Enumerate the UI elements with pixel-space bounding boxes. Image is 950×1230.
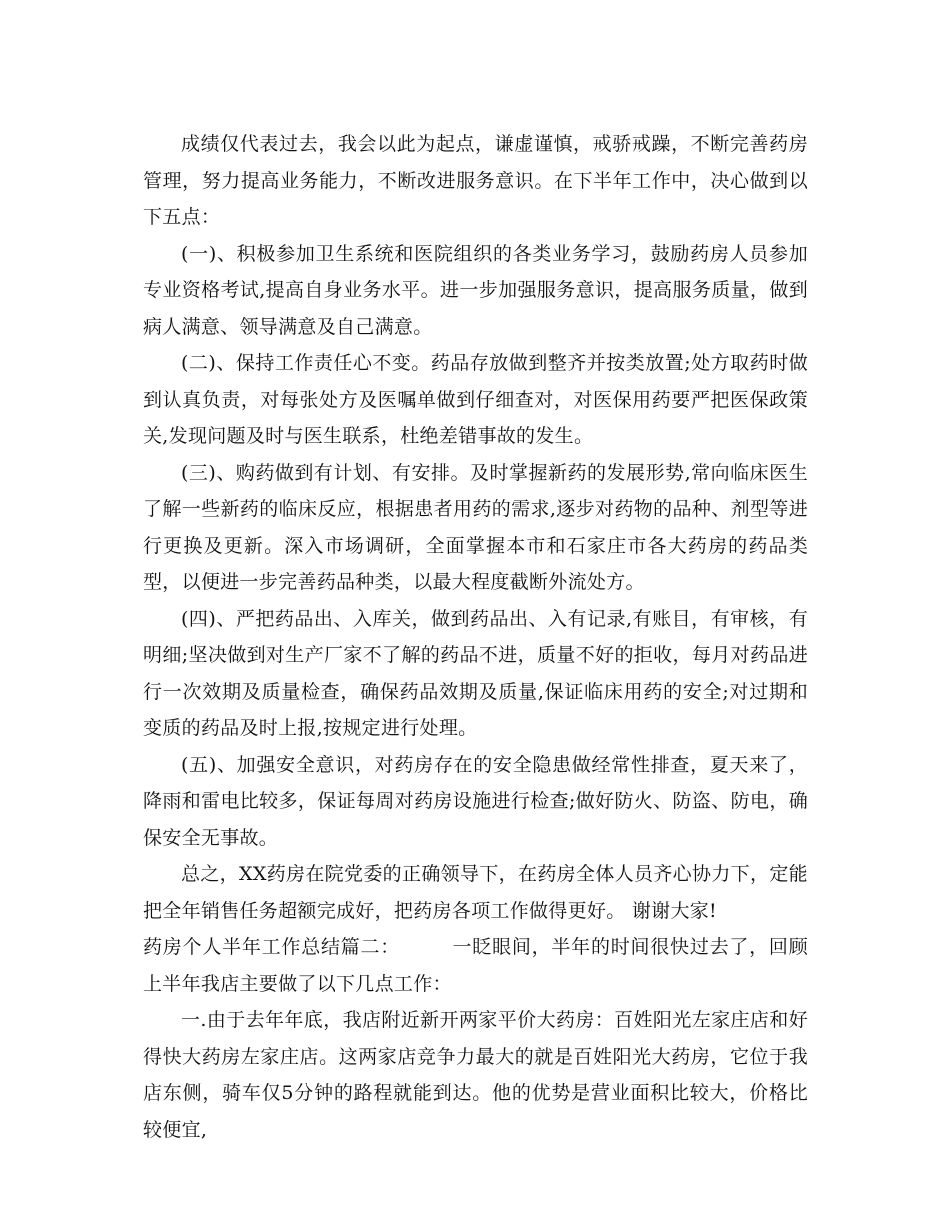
paragraph-point-3: (三)、购药做到有计划、有安排。及时掌握新药的发展形势,常向临床医生了解一些新药的临床反应，根据患者用药的需求,逐步对药物的品种、剂型等进行更换及更新。深入市场调研，全面掌握本市和石家庄市各大药房的药品类型，以便进一步完善药品种类，以最大程度截断外流处方。 (143, 461, 808, 593)
paragraph-conclusion: 总之，XX药房在院党委的正确领导下，在药房全体人员齐心协力下，定能把全年销售任务超额完成好，把药房各项工作做得更好。 谢谢大家! (143, 863, 808, 922)
paragraph-point-2: (二)、保持工作责任心不变。药品存放做到整齐并按类放置;处方取药时做到认真负责，对每张处方及医嘱单做到仔细查对，对医保用药要严把医保政策关,发现问题及时与医生联系，杜绝差错事故的发生。 (143, 352, 808, 447)
section-intro: 一眨眼间，半年的时间很快过去了，回顾上半年我店主要做了以下几点工作： (143, 936, 808, 995)
paragraph-point-5: (五)、加强安全意识，对药房存在的安全隐患做经常性排查，夏天来了，降雨和雷电比较多，保证每周对药房设施进行检查;做好防火、防盗、防电，确保安全无事故。 (143, 753, 808, 849)
document-body (143, 126, 808, 1148)
paragraph-point-1: (一)、积极参加卫生系统和医院组织的各类业务学习，鼓励药房人员参加专业资格考试,提高自身业务水平。进一步加强服务意识，提高服务质量，做到病人满意、领导满意及自己满意。 (143, 242, 808, 338)
section-heading: 药房个人半年工作总结篇二： (143, 936, 401, 958)
section-two-opening (143, 929, 808, 1002)
paragraph-point-4: (四)、严把药品出、入库关，做到药品出、入有记录,有账目，有审核，有明细;坚决做到对生产厂家不了解的药品不进，质量不好的拒收，每月对药品进行一次效期及质量检查，确保药品效期及质量,保证临床用药的安全;对过期和变质的药品及时上报,按规定进行处理。 (143, 607, 808, 739)
paragraph-intro: 成绩仅代表过去，我会以此为起点，谦虚谨慎，戒骄戒躁，不断完善药房管理，努力提高业务能力，不断改进服务意识。在下半年工作中，决心做到以下五点： (143, 133, 808, 228)
paragraph-section-two-point-1: 一.由于去年年底，我店附近新开两家平价大药房：百姓阳光左家庄店和好得快大药房左家庄店。这两家店竞争力最大的就是百姓阳光大药房，它位于我店东侧，骑车仅5分钟的路程就能到达。他的优势是营业面积比较大，价格比较便宜, (143, 1009, 808, 1141)
